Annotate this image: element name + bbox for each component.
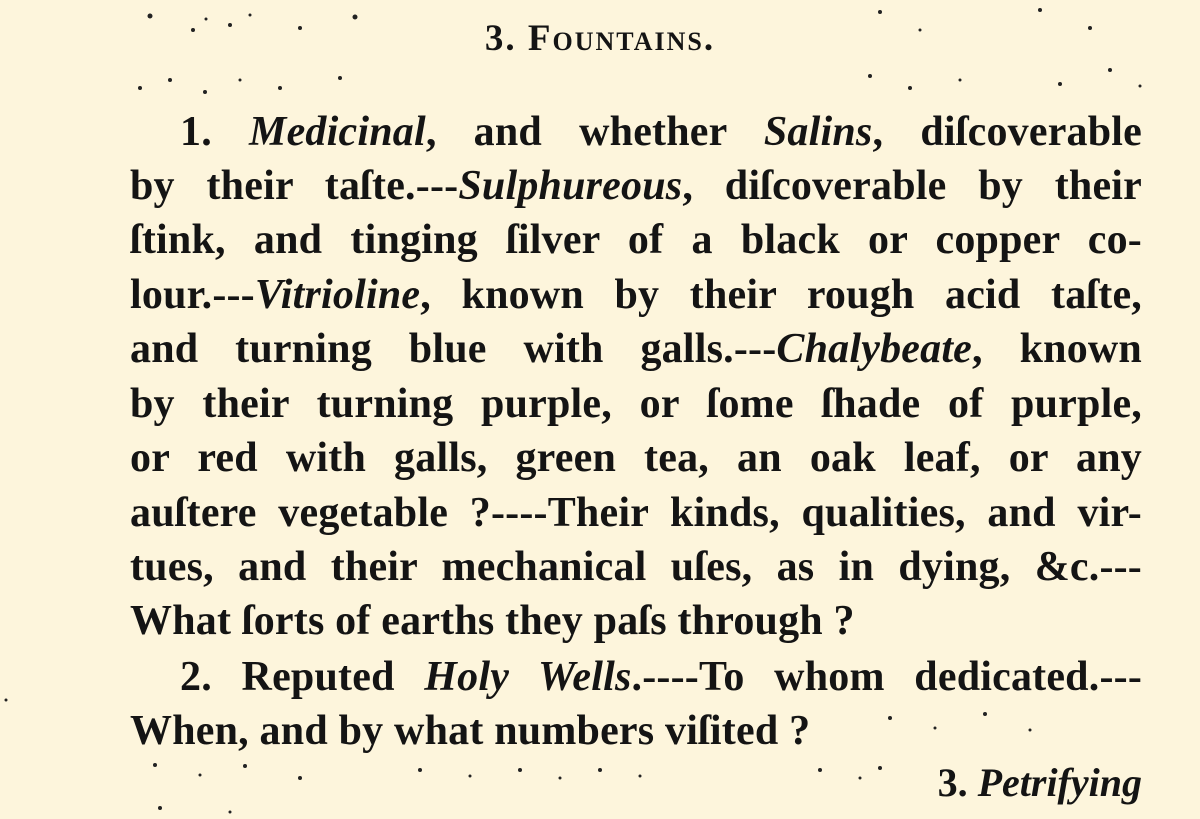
text-line [130, 159, 1142, 213]
heading-title: Fountains. [527, 18, 716, 59]
text-segment: by their taſte.--- [130, 163, 459, 209]
text-line [130, 377, 1142, 431]
text-segment: ſtink, and tinging ſilver of a black or copper co- [130, 217, 1142, 263]
text-segment: , diſcoverable by their [682, 163, 1142, 209]
text-segment: and turning blue with galls.--- [130, 326, 777, 372]
italic-segment: Chalybeate [776, 326, 973, 372]
text-line [180, 650, 1142, 704]
heading-number: 3. [484, 18, 517, 59]
text-segment: tues, and their mechanical uſes, as in dying, &c.--- [130, 544, 1142, 590]
text-line [130, 486, 1142, 540]
catchword-text: Petrifying [977, 760, 1142, 805]
page-heading [0, 14, 1200, 64]
text-segment: What ſorts of earths they paſs through ? [130, 598, 855, 644]
text-segment: , and whether [425, 109, 764, 155]
italic-segment: Holy Wells [424, 654, 632, 700]
text-segment: by their turning purple, or ſome ſhade of purple, [130, 381, 1142, 427]
text-segment: When, and by what numbers viſited ? [130, 708, 811, 754]
text-line [130, 268, 1142, 322]
italic-segment: Vitrioline [254, 272, 421, 318]
italic-segment: Medicinal [249, 109, 426, 155]
text-line [130, 322, 1142, 376]
text-segment: , diſcoverable [872, 109, 1143, 155]
italic-segment: Sulphureous [458, 163, 683, 209]
text-line [180, 105, 1142, 159]
catchword-number: 3. [937, 760, 978, 805]
text-segment: 1. [180, 109, 250, 155]
catchword [938, 756, 1142, 810]
text-line [130, 594, 855, 648]
text-segment: .----To whom dedicated.--- [631, 654, 1143, 700]
text-segment: , known by their rough acid taſte, [420, 272, 1142, 318]
text-segment: lour.--- [130, 272, 255, 318]
text-line [130, 704, 810, 758]
text-segment: or red with galls, green tea, an oak leaf, or any [130, 435, 1142, 481]
text-line [130, 540, 1142, 594]
text-segment: auſtere vegetable ?----Their kinds, qualities, and vir- [130, 490, 1142, 536]
text-line [130, 213, 1142, 267]
italic-segment: Salins [763, 109, 873, 155]
text-segment: , known [972, 326, 1142, 372]
text-segment: 2. Reputed [180, 654, 425, 700]
text-line [130, 431, 1142, 485]
